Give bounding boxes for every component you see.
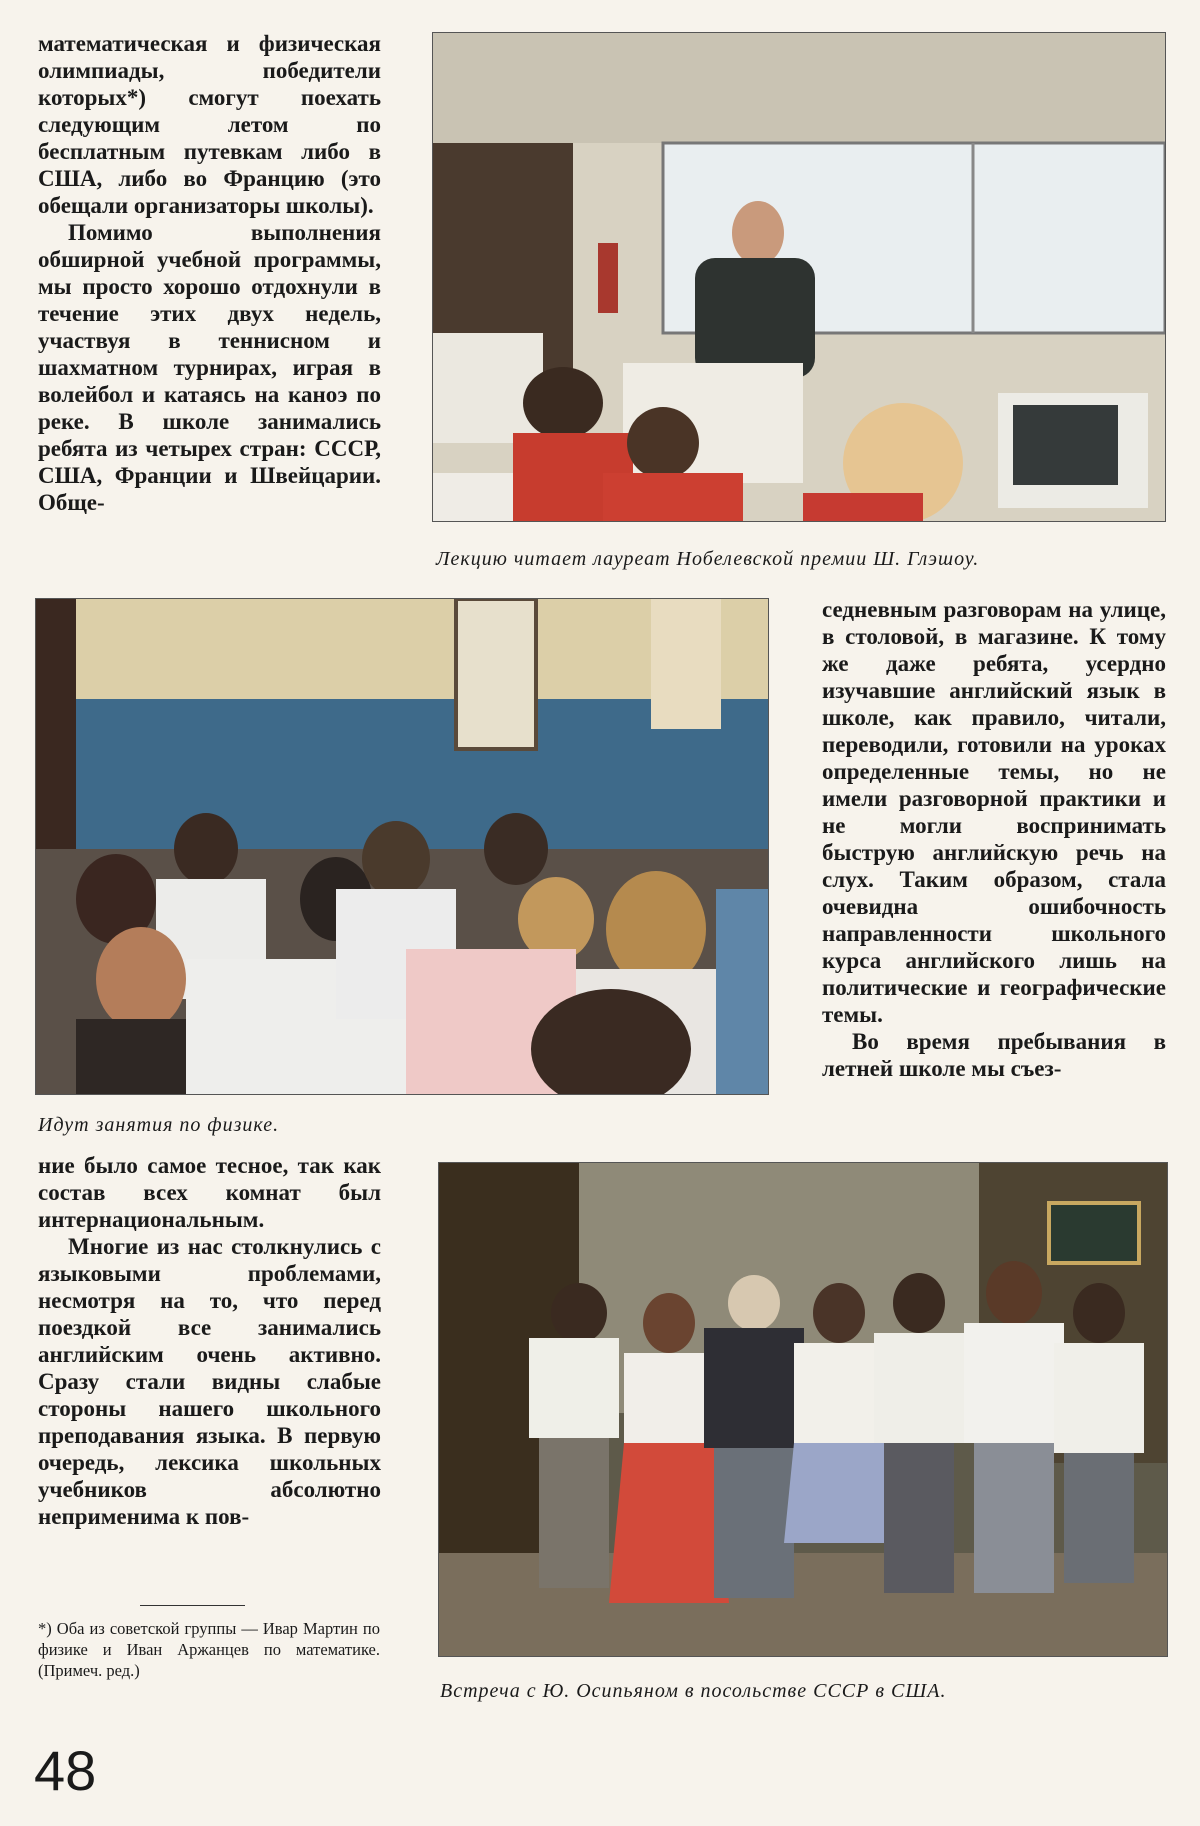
photo-lecture [432,32,1166,522]
caption-physics: Идут занятия по физике. [38,1114,280,1136]
paragraph: математическая и физическая олимпиады, победители которых*) смогут поехать следующим летом по бесплатным путевкам либо в США, либо во Францию (это обещали организаторы школы). [38,31,381,218]
paragraph: Во время пребывания в летней школе мы съез- [822,1029,1166,1081]
text-column-top-left [38,30,381,516]
text-column-right-middle [822,596,1166,1082]
paragraph: Помимо выполнения обширной учебной программы, мы просто хорошо отдохнули в течение этих двух недель, участвуя в теннисном и шахматном турнирах, играя в волейбол и катаясь на каноэ по реке. В школе занимались ребята из четырех стран: СССР, США, Франции и Швейцарии. Обще- [38,220,381,515]
text-column-bottom-left [38,1152,381,1530]
footnote: *) Оба из советской группы — Ивар Мартин по физике и Иван Аржанцев по математике. (Примеч. ред.) [38,1619,380,1680]
footnote-divider [140,1605,245,1606]
photo-embassy-meeting [438,1162,1168,1657]
caption-lecture: Лекцию читает лауреат Нобелевской премии Ш. Глэшоу. [436,548,980,570]
paragraph: Многие из нас столкнулись с языковыми проблемами, несмотря на то, что перед поездкой все занимались английским очень активно. Сразу стали видны слабые стороны нашего школьного преподавания языка. В первую очередь, лексика школьных учебников абсолютно неприменима к пов- [38,1234,381,1529]
photo-physics-class [35,598,769,1095]
paragraph: ние было самое тесное, так как состав всех комнат был интернациональным. [38,1153,381,1232]
caption-meeting: Встреча с Ю. Осипьяном в посольстве СССР в США. [440,1680,947,1702]
paragraph: седневным разговорам на улице, в столовой, в магазине. К тому же даже ребята, усердно изучавшие английский язык в школе, как правило, читали, переводили, готовили на уроках определенные темы, но не имели разговорной практики и не могли воспринимать быструю английскую речь на слух. Таким образом, стала очевидна ошибочность направленности школьного курса английского лишь на политические и географические темы. [822,597,1166,1027]
page-number: 48 [34,1739,97,1802]
